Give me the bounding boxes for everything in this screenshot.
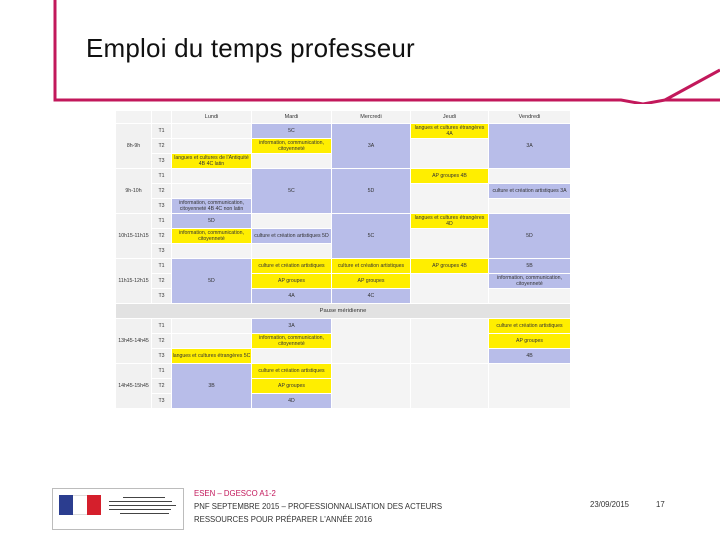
empty-cell (252, 349, 332, 364)
course-cell: AP groupes 4B (411, 169, 489, 184)
course-cell: information, communication, citoyenneté (252, 334, 332, 349)
course-cell: culture et création artistiques (489, 319, 571, 334)
course-cell: culture et création artistiques (252, 364, 332, 379)
empty-cell (489, 289, 571, 304)
course-cell: AP groupes 4B (411, 259, 489, 274)
course-cell: 5D (172, 259, 252, 304)
week-label: T3 (152, 244, 172, 259)
course-cell: information, communication, citoyenneté 4B 4C non latin (172, 199, 252, 214)
day-header: Jeudi (411, 111, 489, 124)
week-label: T2 (152, 379, 172, 394)
slot-time: 13h45-14h45 (116, 319, 152, 364)
course-cell: 4B (489, 349, 571, 364)
course-cell: langues et cultures étrangères 5C (172, 349, 252, 364)
course-cell: culture et création artistiques 5D (252, 229, 332, 244)
week-label: T1 (152, 364, 172, 379)
week-label: T2 (152, 139, 172, 154)
week-label: T1 (152, 169, 172, 184)
ministry-logo (52, 488, 184, 530)
course-cell: 4C (332, 289, 411, 304)
empty-cell (411, 364, 489, 409)
empty-cell (172, 244, 252, 259)
week-label: T2 (152, 229, 172, 244)
timetable-row (116, 214, 571, 229)
course-cell: 3A (332, 124, 411, 169)
day-header: Vendredi (489, 111, 571, 124)
course-cell: langues et cultures étrangères 4A (411, 124, 489, 139)
corner-cell (152, 111, 172, 124)
pause-label: Pause méridienne (116, 304, 571, 319)
day-header: Mardi (252, 111, 332, 124)
empty-cell (172, 184, 252, 199)
week-label: T3 (152, 289, 172, 304)
course-cell: information, communication, citoyenneté (489, 274, 571, 289)
empty-cell (172, 139, 252, 154)
empty-cell (411, 229, 489, 259)
slot-time: 10h15-11h15 (116, 214, 152, 259)
empty-cell (411, 274, 489, 304)
footer-text (194, 487, 442, 526)
course-cell: 5D (489, 214, 571, 259)
course-cell: information, communication, citoyenneté (252, 139, 332, 154)
timetable (115, 110, 570, 475)
week-label: T1 (152, 124, 172, 139)
week-label: T1 (152, 259, 172, 274)
course-cell: 5D (332, 169, 411, 214)
week-label: T2 (152, 184, 172, 199)
slot-time: 14h45-15h45 (116, 364, 152, 409)
course-cell: AP groupes (332, 274, 411, 289)
week-label: T2 (152, 334, 172, 349)
week-label: T2 (152, 274, 172, 289)
slot-time: 8h-9h (116, 124, 152, 169)
course-cell: culture et création artistiques (252, 259, 332, 274)
empty-cell (332, 364, 411, 409)
empty-cell (172, 169, 252, 184)
course-cell: 4D (252, 394, 332, 409)
course-cell: 5B (489, 259, 571, 274)
course-cell: AP groupes (489, 334, 571, 349)
week-label: T3 (152, 349, 172, 364)
empty-cell (332, 319, 411, 364)
week-label: T3 (152, 154, 172, 169)
empty-cell (252, 244, 332, 259)
timetable-header-row (116, 111, 571, 124)
empty-cell (252, 154, 332, 169)
footer-date: 23/09/2015 (590, 500, 630, 509)
empty-cell (411, 139, 489, 169)
pause-row (116, 304, 571, 319)
course-cell: 3A (252, 319, 332, 334)
slot-time: 9h-10h (116, 169, 152, 214)
course-cell: langues et cultures étrangères 4D (411, 214, 489, 229)
course-cell: 5C (332, 214, 411, 259)
slide-title: Emploi du temps professeur (86, 33, 415, 63)
ministry-logo-text (109, 494, 179, 517)
course-cell: 4A (252, 289, 332, 304)
course-cell: culture et création artistiques (332, 259, 411, 274)
timetable-row (116, 319, 571, 334)
course-cell: culture et création artistiques 3A (489, 184, 571, 199)
empty-cell (172, 334, 252, 349)
footer-line-1: ESEN – DGESCO A1-2 (194, 489, 276, 498)
course-cell: AP groupes (252, 274, 332, 289)
day-header: Lundi (172, 111, 252, 124)
week-label: T1 (152, 319, 172, 334)
empty-cell (411, 319, 489, 364)
timetable-row (116, 169, 571, 184)
day-header: Mercredi (332, 111, 411, 124)
course-cell: langues et cultures de l'Antiquité 4B 4C latin (172, 154, 252, 169)
week-label: T3 (152, 199, 172, 214)
empty-cell (489, 169, 571, 184)
timetable-row (116, 364, 571, 379)
course-cell: information, communication, citoyenneté (172, 229, 252, 244)
empty-cell (252, 214, 332, 229)
footer-line-3: RESSOURCES POUR PRÉPARER L'ANNÉE 2016 (194, 515, 373, 524)
course-cell: 5D (172, 214, 252, 229)
page-number: 17 (656, 500, 665, 509)
week-label: T1 (152, 214, 172, 229)
french-flag-icon (59, 495, 103, 521)
week-label: T3 (152, 394, 172, 409)
slot-time: 11h15-12h15 (116, 259, 152, 304)
empty-cell (489, 199, 571, 214)
course-cell: 5C (252, 169, 332, 214)
empty-cell (411, 184, 489, 214)
footer-line-2: PNF SEPTEMBRE 2015 – PROFESSIONNALISATION DES ACTEURS (194, 502, 443, 511)
corner-cell (116, 111, 152, 124)
course-cell: 3B (172, 364, 252, 409)
course-cell: 5C (252, 124, 332, 139)
empty-cell (489, 364, 571, 409)
timetable-row (116, 259, 571, 274)
empty-cell (172, 124, 252, 139)
course-cell: AP groupes (252, 379, 332, 394)
course-cell: 3A (489, 124, 571, 169)
empty-cell (172, 319, 252, 334)
timetable-row (116, 124, 571, 139)
